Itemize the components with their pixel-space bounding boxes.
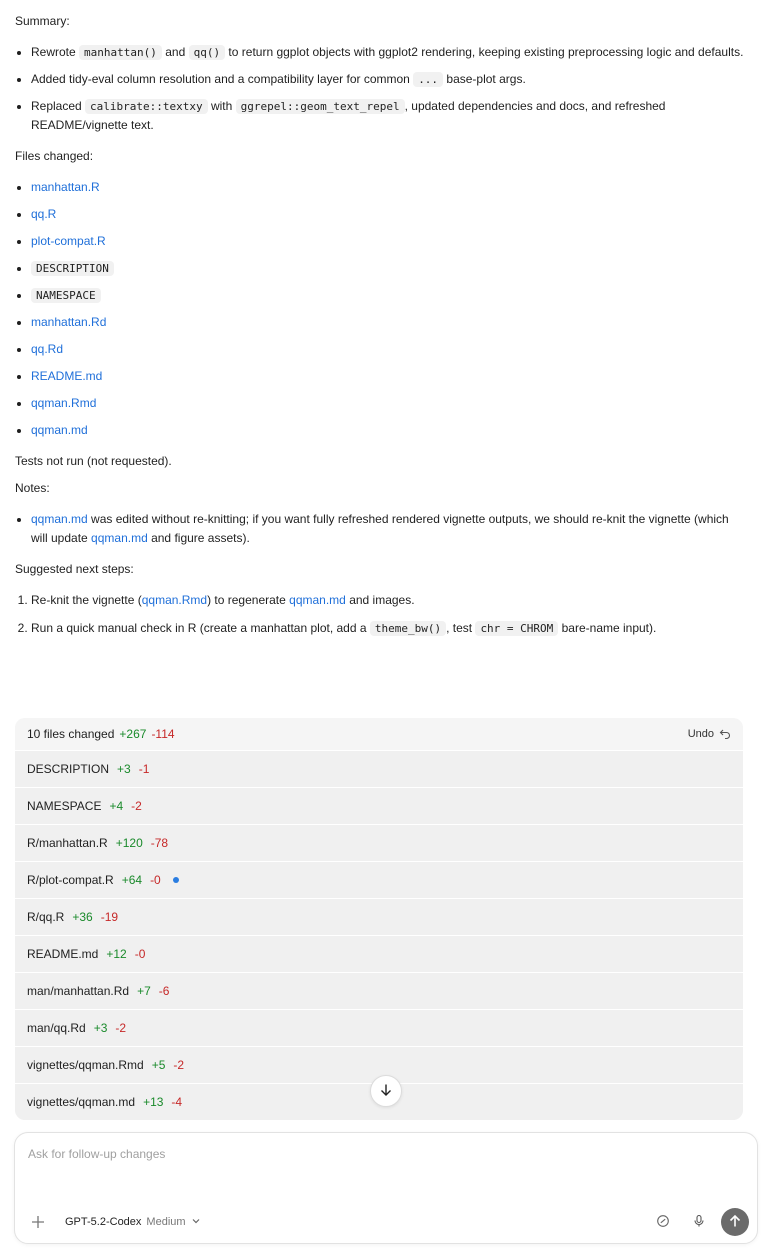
text: Run a quick manual check in R (create a manhattan plot, add a: [31, 621, 370, 635]
notes-item: [31, 510, 745, 548]
file-removed: -1: [138, 762, 150, 776]
file-added: +5: [151, 1058, 166, 1072]
arrow-up-icon: [728, 1214, 742, 1231]
voice-input-button[interactable]: [690, 1213, 708, 1231]
diff-file-row[interactable]: [15, 824, 743, 861]
text: was edited without re-knitting; if you want fully refreshed rendered vignette outputs, we should re-knit the vignette (which will update: [31, 512, 729, 545]
file-path: R/qq.R: [27, 910, 65, 924]
diff-file-row[interactable]: [15, 1009, 743, 1046]
file-link-manhattan-rd[interactable]: manhattan.Rd: [31, 315, 107, 329]
file-link-readme[interactable]: README.md: [31, 369, 103, 383]
file-added: +3: [93, 1021, 108, 1035]
total-removed: -114: [151, 727, 175, 741]
file-added: +120: [115, 836, 143, 850]
undo-button[interactable]: [688, 727, 731, 742]
text: Added tidy-eval column resolution and a compatibility layer for common: [31, 72, 414, 86]
file-list-item: [31, 313, 745, 332]
text: with: [207, 99, 236, 113]
text: ) to regenerate: [207, 593, 290, 607]
composer-toolbar: [15, 1209, 757, 1235]
file-list-item: [31, 205, 745, 224]
diff-file-row[interactable]: [15, 750, 743, 787]
model-name: GPT-5.2-Codex: [65, 1216, 142, 1228]
summary-heading: Summary:: [15, 14, 70, 28]
note-link-qqman-md-2[interactable]: qqman.md: [91, 531, 148, 545]
file-list-item: [31, 286, 745, 305]
diff-file-row[interactable]: [15, 972, 743, 1009]
diff-file-row[interactable]: [15, 861, 743, 898]
file-added: +13: [143, 1095, 164, 1109]
text: bare-name input).: [558, 621, 657, 635]
file-list-item: [31, 421, 745, 440]
note-link-qqman-md[interactable]: qqman.md: [31, 512, 88, 526]
file-removed: -0: [134, 947, 146, 961]
scroll-to-bottom-button[interactable]: [370, 1075, 402, 1107]
file-removed: -78: [150, 836, 169, 850]
composer: [14, 1132, 758, 1244]
text: to return ggplot objects with ggplot2 rendering, keeping existing preprocessing logic and defaults.: [225, 45, 744, 59]
file-code-description: DESCRIPTION: [31, 261, 114, 276]
file-removed: -0: [150, 873, 161, 887]
file-path: man/manhattan.Rd: [27, 984, 130, 998]
summary-item: [31, 70, 745, 89]
text: , updated dependencies and docs, and refreshed README/vignette text.: [31, 99, 666, 132]
file-added: +7: [137, 984, 151, 998]
file-list-item: [31, 178, 745, 197]
file-link-plot-compat-r[interactable]: plot-compat.R: [31, 234, 106, 248]
file-list-item: [31, 340, 745, 359]
chevron-down-icon: [191, 1216, 201, 1229]
message-content: [15, 12, 745, 650]
file-path: README.md: [27, 947, 99, 961]
file-list-item: [31, 367, 745, 386]
diff-file-row[interactable]: [15, 898, 743, 935]
text: Replaced: [31, 99, 86, 113]
model-selector[interactable]: [65, 1216, 201, 1229]
diff-file-row[interactable]: [15, 787, 743, 824]
file-added: +36: [72, 910, 93, 924]
text: and: [161, 45, 189, 59]
file-path: vignettes/qqman.Rmd: [27, 1058, 144, 1072]
file-path: DESCRIPTION: [27, 762, 110, 776]
text: base-plot args.: [443, 72, 526, 86]
next-step-item: [31, 591, 745, 610]
file-removed: -2: [173, 1058, 185, 1072]
file-code-namespace: NAMESPACE: [31, 288, 101, 303]
file-link-qqman-rmd[interactable]: qqman.Rmd: [31, 396, 97, 410]
plus-icon: [31, 1218, 45, 1232]
code-manhattan: manhattan(): [79, 45, 162, 60]
file-path: vignettes/qqman.md: [27, 1095, 136, 1109]
next-steps-list: [15, 591, 745, 638]
text: Rewrote: [31, 45, 80, 59]
diff-file-row[interactable]: [15, 935, 743, 972]
file-link-manhattan-r[interactable]: manhattan.R: [31, 180, 100, 194]
text: Re-knit the vignette (: [31, 593, 142, 607]
next-steps-heading: Suggested next steps:: [15, 562, 134, 576]
file-added: +3: [117, 762, 131, 776]
text: and images.: [345, 593, 415, 607]
tests-note: Tests not run (not requested).: [15, 454, 172, 468]
file-list-item: [31, 232, 745, 251]
file-path: R/manhattan.R: [27, 836, 108, 850]
file-removed: -2: [115, 1021, 127, 1035]
context-button[interactable]: [654, 1213, 672, 1231]
file-path: man/qq.Rd: [27, 1021, 86, 1035]
code-chr-chrom: chr = CHROM: [475, 621, 558, 636]
files-changed-count: 10 files changed: [27, 727, 115, 741]
code-dots: ...: [413, 72, 443, 87]
total-added: +267: [119, 727, 147, 741]
arrow-down-icon: [379, 1083, 393, 1100]
step-link-qqman-md[interactable]: qqman.md: [289, 593, 346, 607]
file-link-qq-rd[interactable]: qq.Rd: [31, 342, 64, 356]
context-icon: [656, 1214, 670, 1231]
summary-item: [31, 97, 745, 135]
file-removed: -19: [100, 910, 119, 924]
undo-label: Undo: [687, 728, 714, 740]
code-qq: qq(): [189, 45, 226, 60]
next-step-item: [31, 619, 745, 638]
file-added: +12: [106, 947, 127, 961]
step-link-qqman-rmd[interactable]: qqman.Rmd: [141, 593, 208, 607]
code-geom-text-repel: ggrepel::geom_text_repel: [236, 99, 405, 114]
file-removed: -2: [131, 799, 142, 813]
file-link-qq-r[interactable]: qq.R: [31, 207, 57, 221]
new-file-dot-icon: [173, 877, 179, 883]
notes-list: [15, 510, 745, 548]
effort-level: Medium: [146, 1216, 186, 1228]
file-added: +4: [109, 799, 124, 813]
text: , test: [446, 621, 476, 635]
file-list-item: [31, 259, 745, 278]
diff-summary-panel: [15, 718, 743, 1120]
code-textxy: calibrate::textxy: [85, 99, 208, 114]
code-theme-bw: theme_bw(): [370, 621, 446, 636]
follow-up-input[interactable]: Ask for follow-up changes: [28, 1147, 166, 1161]
file-removed: -4: [171, 1095, 183, 1109]
file-list-item: [31, 394, 745, 413]
file-removed: -6: [158, 984, 170, 998]
summary-item: [31, 43, 745, 62]
send-button[interactable]: [721, 1208, 749, 1236]
file-added: +64: [121, 873, 143, 887]
notes-heading: Notes:: [15, 481, 50, 495]
text: and figure assets).: [147, 531, 250, 545]
file-path: R/plot-compat.R: [27, 873, 114, 887]
summary-list: [15, 43, 745, 135]
files-changed-list: [15, 178, 745, 440]
undo-icon: [719, 727, 731, 742]
add-attachment-button[interactable]: [31, 1215, 45, 1229]
files-changed-heading: Files changed:: [15, 149, 94, 163]
file-path: NAMESPACE: [27, 799, 102, 813]
diff-summary-header: [15, 718, 743, 750]
microphone-icon: [692, 1214, 706, 1231]
file-link-qqman-md[interactable]: qqman.md: [31, 423, 88, 437]
